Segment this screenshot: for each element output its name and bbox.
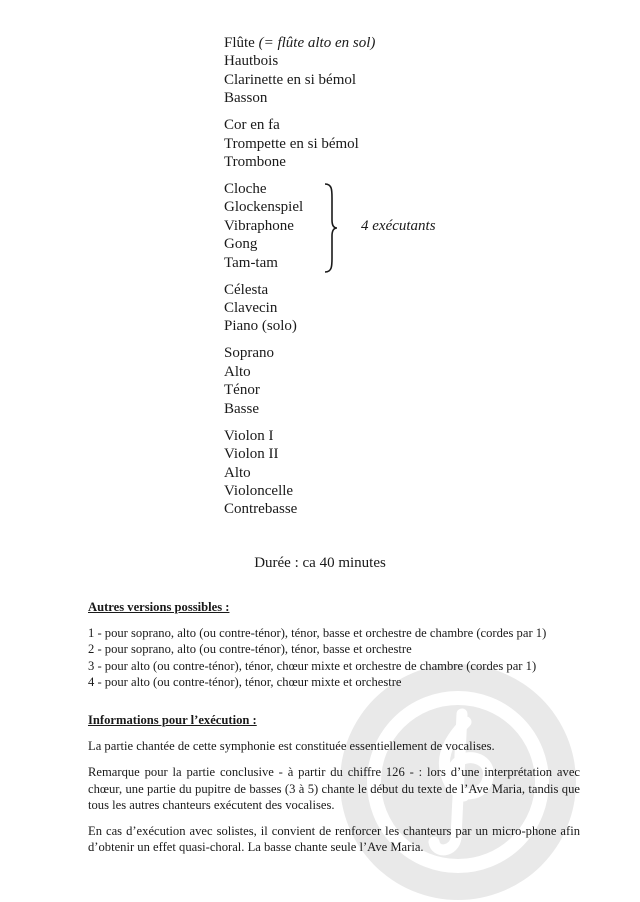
curly-brace-icon [322,182,338,274]
performance-paragraph: Remarque pour la partie conclusive - à partir du chiffre 126 - : lors d’une interprétation avec chœur, une partie du pupitre de basses (3 à 5) chante le début du texte de l’Ave Maria, tandis que tous les autres chanteurs exécutent des vocalises. [88,765,580,812]
instrument-line [224,34,375,52]
voices-group [224,344,375,418]
versions-list [88,625,580,690]
instrument-name: Trompette en si bémol [224,135,359,152]
instrument-name: Trombone [224,154,286,171]
instrument-name: Ténor [224,382,260,399]
versions-heading: Autres versions possibles : [88,600,230,614]
instrument-name: Soprano [224,345,274,362]
instrument-name: Violon II [224,446,279,463]
performance-section [88,712,580,865]
version-item: 4 - pour alto (ou contre-ténor), ténor, chœur mixte et orchestre [88,674,402,689]
instrument-name: Clavecin [224,300,278,317]
flute-alternative: (= flûte alto en sol) [258,35,376,51]
performance-paragraph: La partie chantée de cette symphonie est constituée essentiellement de vocalises. [88,739,495,754]
performance-heading: Informations pour l’exécution : [88,713,257,727]
instrument-name: Basse [224,400,259,417]
instrument-name: Flûte [224,35,255,51]
percussion-performers-note: 4 exécutants [361,218,436,234]
versions-section [88,599,580,690]
instrumentation-list [224,34,375,527]
instrument-name: Gong [224,236,258,253]
instrument-name: Vibraphone [224,217,294,234]
version-item: 1 - pour soprano, alto (ou contre-ténor), ténor, basse et orchestre de chambre (cordes par 1) [88,626,547,641]
instrument-name: Glockenspiel [224,199,304,216]
instrument-name: Célesta [224,281,269,298]
instrument-name: Violoncelle [224,482,294,499]
instrument-name: Basson [224,90,268,107]
instrument-name: Cloche [224,181,267,198]
instrument-name: Cor en fa [224,117,280,134]
version-item: 3 - pour alto (ou contre-ténor), ténor, chœur mixte et orchestre de chambre (cordes par 1) [88,658,537,673]
instrument-name: Piano (solo) [224,318,297,335]
instrument-name: Contrebasse [224,501,298,518]
brass-group [224,116,375,171]
instrument-name: Tam-tam [224,254,278,271]
instrument-name: Hautbois [224,53,279,70]
strings-group [224,427,375,519]
duration: Durée : ca 40 minutes [254,555,386,571]
woodwinds-group [224,34,375,108]
instrument-name: Clarinette en si bémol [224,71,357,88]
percussion-group [224,180,375,272]
instrument-name: Alto [224,363,251,380]
instrument-name: Alto [224,464,251,481]
performance-paragraph: En cas d’exécution avec solistes, il convient de renforcer les chanteurs par un micro-phone afin d’obtenir un effet quasi-choral. La basse chante seule l’Ave Maria. [88,824,580,855]
keyboards-group [224,281,375,336]
version-item: 2 - pour soprano, alto (ou contre-ténor), ténor, basse et orchestre [88,642,412,657]
instrument-name: Violon I [224,427,274,444]
